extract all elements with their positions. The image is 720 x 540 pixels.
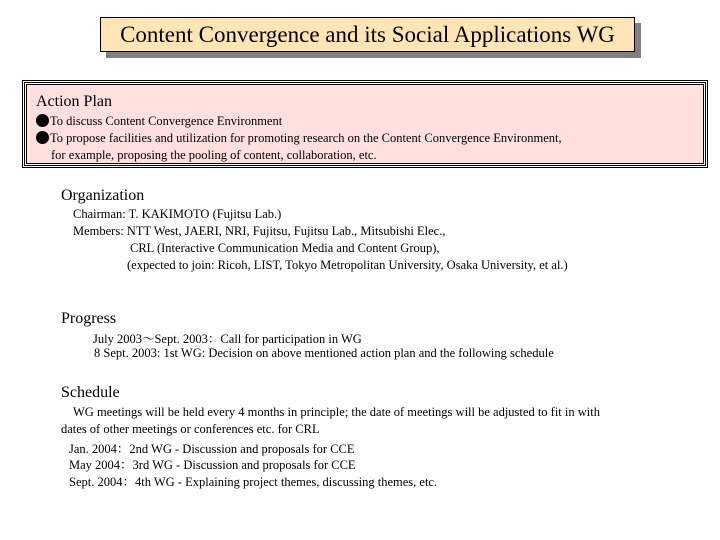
progress-line: July 2003～Sept. 2003：Call for participation in WG	[93, 332, 362, 346]
action-plan-item-text: To propose facilities and utilization for promoting research on the Content Convergence Environment,	[50, 131, 562, 145]
bullet-icon	[36, 114, 49, 127]
organization-expected: (expected to join: Ricoh, LIST, Tokyo Metropolitan University, Osaka University, et al.)	[127, 258, 568, 272]
organization-members: Members: NTT West, JAERI, NRI, Fujitsu, Fujitsu Lab., Mitsubishi Elec.,	[73, 224, 446, 238]
bullet-icon	[36, 131, 49, 144]
action-plan-item	[36, 114, 282, 129]
schedule-item: May 2004：3rd WG - Discussion and proposals for CCE	[69, 458, 356, 472]
schedule-item: Sept. 2004：4th WG - Explaining project themes, discussing themes, etc.	[69, 475, 438, 489]
action-plan-item	[36, 131, 562, 146]
organization-members-cont: CRL (Interactive Communication Media and Content Group),	[130, 241, 440, 255]
page-title: Content Convergence and its Social Applications WG	[100, 17, 635, 52]
action-plan-heading: Action Plan	[36, 93, 112, 110]
schedule-heading: Schedule	[61, 384, 120, 401]
action-plan-box	[22, 80, 708, 168]
schedule-intro: WG meetings will be held every 4 months in principle; the date of meetings will be adjusted to fit in with	[73, 405, 600, 419]
action-plan-continuation: for example, proposing the pooling of content, collaboration, etc.	[51, 148, 377, 162]
action-plan-panel	[26, 84, 704, 164]
progress-heading: Progress	[61, 310, 117, 327]
organization-chairman: Chairman: T. KAKIMOTO (Fujitsu Lab.)	[73, 207, 282, 221]
action-plan-item-text: To discuss Content Convergence Environment	[50, 114, 283, 128]
schedule-intro-cont: dates of other meetings or conferences etc. for CRL	[61, 422, 320, 436]
title-banner	[100, 17, 635, 52]
progress-line: 8 Sept. 2003: 1st WG: Decision on above mentioned action plan and the following schedule	[94, 346, 554, 360]
organization-heading: Organization	[61, 187, 145, 204]
schedule-item: Jan. 2004：2nd WG - Discussion and proposals for CCE	[69, 442, 355, 456]
